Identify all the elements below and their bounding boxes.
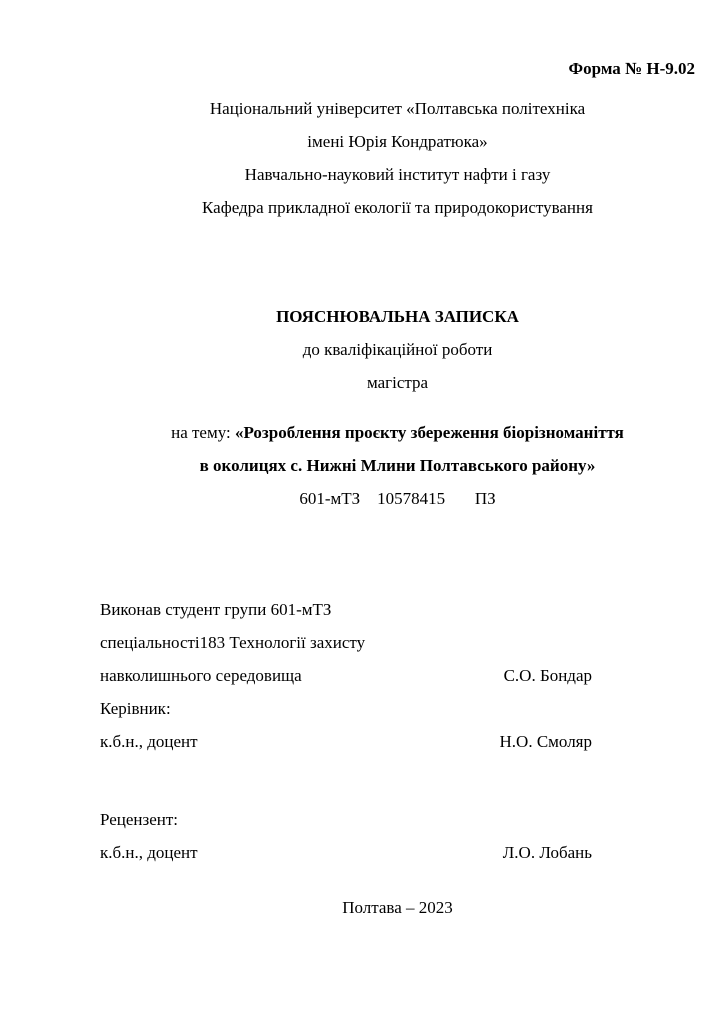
footer-city-year: Полтава – 2023 xyxy=(342,898,453,917)
document-code: 601-мТЗ 10578415 ПЗ xyxy=(299,489,496,508)
spacer xyxy=(100,224,695,300)
spacer xyxy=(100,758,695,803)
executor-name: С.О. Бондар xyxy=(503,666,592,685)
supervisor-signature-row xyxy=(100,725,592,758)
reviewer-degree: к.б.н., доцент xyxy=(100,843,198,862)
university-name-line-1: Національний університет «Полтавська політехніка xyxy=(209,99,586,118)
executor-line-2: спеціальності183 Технології захисту xyxy=(100,633,366,652)
reviewer-label: Рецензент: xyxy=(100,810,179,829)
form-number: Форма № Н-9.02 xyxy=(568,59,695,78)
supervisor-degree: к.б.н., доцент xyxy=(100,732,198,751)
spacer xyxy=(100,85,695,92)
executor-line-3: навколишнього середовища xyxy=(100,666,302,685)
executor-signature-row xyxy=(100,659,592,692)
topic-line-1 xyxy=(100,416,695,449)
supervisor-label: Керівник: xyxy=(100,699,171,718)
executor-line-1: Виконав студент групи 601-мТЗ xyxy=(100,600,332,619)
topic-title-part-1: «Розроблення проєкту збереження біорізноманіття xyxy=(234,423,624,442)
university-name-line-2: імені Юрія Кондратюка» xyxy=(307,132,488,151)
topic-prefix: на тему: xyxy=(171,423,235,442)
reviewer-name: Л.О. Лобань xyxy=(502,843,592,862)
document-subtitle-2: магістра xyxy=(366,373,429,392)
institute-name: Навчально-науковий інститут нафти і газу xyxy=(244,165,551,184)
spacer xyxy=(100,869,695,891)
topic-title-part-2: в околицях с. Нижні Млини Полтавського району» xyxy=(199,456,596,475)
document-subtitle-1: до кваліфікаційної роботи xyxy=(302,340,493,359)
reviewer-signature-row xyxy=(100,836,592,869)
spacer xyxy=(100,515,695,593)
supervisor-name: Н.О. Смоляр xyxy=(499,732,592,751)
document-title: ПОЯСНЮВАЛЬНА ЗАПИСКА xyxy=(276,307,519,326)
department-name: Кафедра прикладної екології та природокористування xyxy=(202,198,593,217)
spacer xyxy=(100,399,695,416)
